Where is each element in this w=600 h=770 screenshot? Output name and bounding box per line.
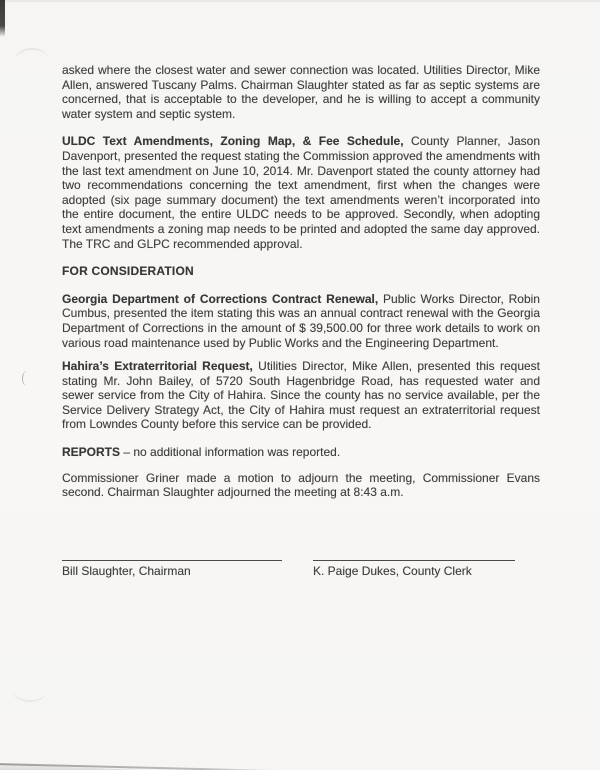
paragraph-water-sewer xyxy=(62,63,540,121)
paragraph-bold-lead: Georgia Department of Corrections Contract Renewal, xyxy=(62,291,379,306)
signature-label-chairman: Bill Slaughter, Chairman xyxy=(62,563,191,578)
heading-for-consideration: FOR CONSIDERATION xyxy=(62,264,194,279)
paragraph-text: – no additional information was reported. xyxy=(120,445,341,460)
paragraph-text: Commissioner Griner made a motion to adjourn the meeting, Commissioner Evans second. Chairman Slaughter adjourned the meeting at 8:43 a.m. xyxy=(62,470,540,500)
paragraph-adjournment xyxy=(62,471,540,500)
page-bottom-edge-shadow xyxy=(0,763,294,770)
paragraph-bold-lead: REPORTS xyxy=(62,445,121,460)
scan-crease-bottom xyxy=(12,689,47,703)
signature-block-clerk xyxy=(313,560,515,579)
signature-label-clerk: K. Paige Dukes, County Clerk xyxy=(313,563,472,578)
signature-section xyxy=(62,560,540,579)
paragraph-text: Public Works Director, Robin Cumbus, presented the item stating this was an annual contract renewal with the Georgia Department of Corrections in the amount of $ 39,500.00 for three work details to work on various road maintenance used by Public Works and the Engineering Department. xyxy=(62,291,540,350)
paragraph-bold-lead: Hahira’s Extraterritorial Request, xyxy=(62,359,253,374)
paragraph-text: Utilities Director, Mike Allen, presented this request stating Mr. John Bailey, of 5720 South Hagenbridge Road, has requested water and sewer service from the City of Hahira. Since the county has no service available, per the Service Delivery Strategy Act, the City of Hahira must request an extraterritorial request from Lowndes County before this service can be provided. xyxy=(62,359,540,432)
page-bottom-corner-shade xyxy=(0,764,140,770)
paragraph-text: asked where the closest water and sewer connection was located. Utilities Director, Mike Allen, answered Tuscany Palms. Chairman Slaughter stated as far as septic systems are concerned, that is acceptable to the developer, and he is willing to accept a community water system and septic system. xyxy=(62,63,540,121)
paragraph-reports xyxy=(62,445,540,460)
signature-block-chairman xyxy=(62,560,282,579)
paragraph-corrections-contract xyxy=(62,292,540,350)
paragraph-text: County Planner, Jason Davenport, presented the request stating the Commission approved the amendments with the last text amendment on June 10, 2014. Mr. Davenport stated the county attorney had two recommendations concerning the text amendment, first when the changes were adopted (six page summary document) the text amendments weren’t incorporated into the entire document, the entire ULDC needs to be approved. Secondly, when adopting text amendments a zoning map needs to be printed and adopted the same day approved. The TRC and GLPC recommended approval. xyxy=(62,134,541,251)
paragraph-hahira-request xyxy=(62,359,540,432)
paragraph-bold-lead: ULDC Text Amendments, Zoning Map, & Fee Schedule, xyxy=(62,134,404,149)
paragraph-uldc-amendments xyxy=(62,134,540,251)
